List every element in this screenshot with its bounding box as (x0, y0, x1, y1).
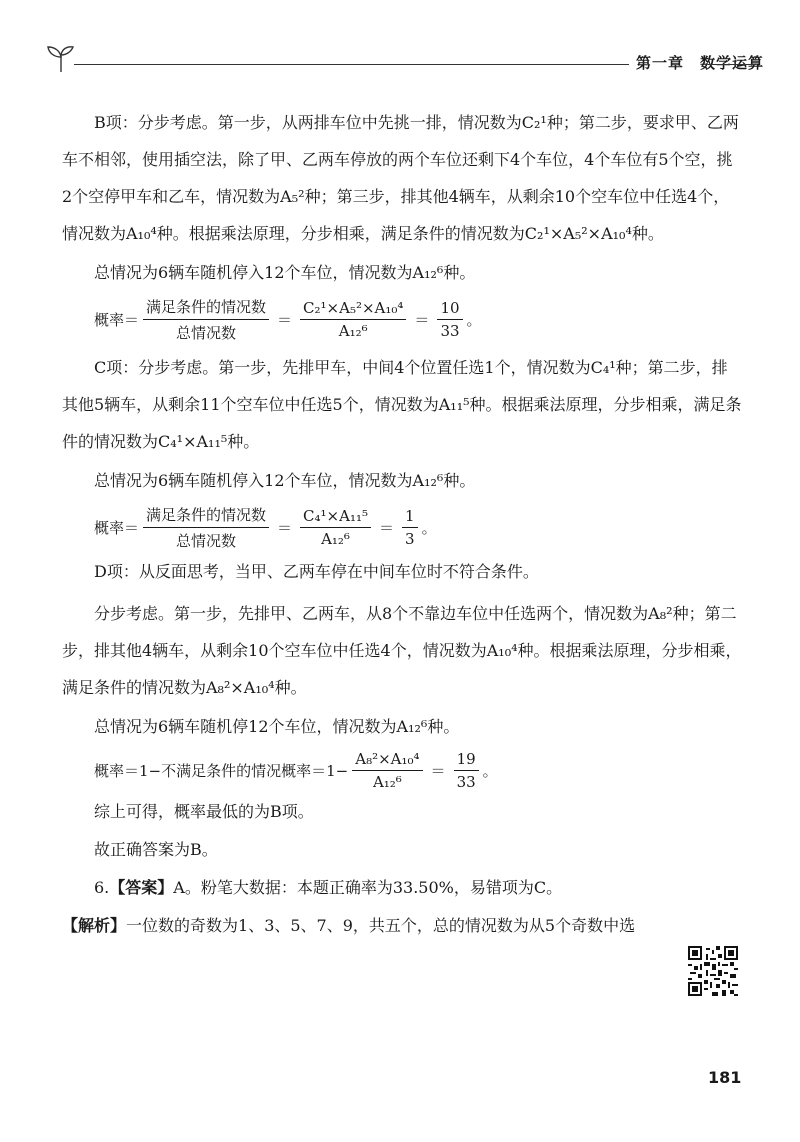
conclusion-line: 故正确答案为B。 (94, 840, 218, 859)
fraction-numerator: A₈²×A₁₀⁴ (352, 750, 422, 771)
page-number: 181 (708, 1068, 742, 1087)
fraction (402, 507, 418, 548)
fraction-denominator: 33 (456, 773, 476, 791)
formula-lhs: 概率＝ (94, 311, 140, 329)
question-number: 6. (94, 878, 110, 897)
paragraph-d: 分步考虑。第一步，先排甲、乙两车，从8个不靠边车位中任选两个，情况数为A₈²种；第二步，排其他4辆车，从剩余10个空车位中任选4个，情况数为A₁₀⁴种。根据乘法原理，分步相乘，满足条件的情况数为A₈²×A₁₀⁴种。 (62, 604, 742, 697)
fraction-denominator: 3 (405, 530, 415, 548)
paragraph-c-total: 总情况为6辆车随机停入12个车位，情况数为A₁₂⁶种。 (94, 471, 476, 490)
analysis-label: 【解析】 (62, 916, 127, 935)
paragraph-d-total: 总情况为6辆车随机停12个车位，情况数为A₁₂⁶种。 (94, 717, 460, 736)
equals-sign: ＝ (277, 311, 293, 329)
formula-b-probability (62, 296, 742, 343)
formula-end: 。 (482, 762, 498, 780)
fraction-denominator: A₁₂⁶ (372, 773, 402, 791)
fraction-numerator: 1 (402, 507, 418, 528)
page-content (62, 104, 742, 949)
equals-sign: ＝ (414, 311, 430, 329)
answer-text: A。粉笔大数据：本题正确率为33.50%，易错项为C。 (173, 878, 563, 897)
formula-c-probability (62, 504, 742, 551)
paragraph-b: B项：分步考虑。第一步，从两排车位中先挑一排，情况数为C₂¹种；第二步，要求甲、乙两车不相邻，使用插空法，除了甲、乙两车停放的两个车位还剩下4个车位，4个车位有5个空，挑2个空停甲车和乙车，情况数为A₅²种；第三步，排其他4辆车，从剩余10个空车位中任选4个，情况数为A₁₀⁴种。根据乘法原理，分步相乘，满足条件的情况数为C₂¹×A₅²×A₁₀⁴种。 (62, 113, 739, 243)
header-rule-left (74, 64, 629, 65)
equals-sign: ＝ (277, 519, 293, 537)
fraction (143, 296, 269, 343)
equals-sign: ＝ (379, 519, 395, 537)
formula-end: 。 (421, 519, 437, 537)
fraction (300, 507, 371, 548)
fraction-numerator: 19 (454, 750, 479, 771)
fraction-denominator: 33 (440, 322, 460, 340)
header-rule-right (708, 64, 756, 65)
fraction-denominator: A₁₂⁶ (321, 530, 350, 548)
fraction-numerator: 满足条件的情况数 (143, 296, 269, 320)
formula-d-probability (62, 750, 742, 791)
chapter-title: 第一章 数学运算 (636, 54, 765, 72)
qr-code-icon[interactable] (688, 946, 738, 996)
sprout-icon (44, 42, 78, 76)
fraction-numerator: 满足条件的情况数 (143, 504, 269, 528)
paragraph-d-intro: D项：从反面思考，当甲、乙两车停在中间车位时不符合条件。 (94, 562, 539, 581)
question-6-analysis (62, 911, 742, 941)
answer-label: 【答案】 (109, 878, 174, 897)
fraction (352, 750, 422, 791)
formula-end: 。 (466, 311, 482, 329)
summary-line: 综上可得，概率最低的为B项。 (94, 802, 314, 821)
fraction-numerator: C₄¹×A₁₁⁵ (300, 507, 371, 528)
equals-sign: ＝ (430, 762, 446, 780)
paragraph-c: C项：分步考虑。第一步，先排甲车，中间4个位置任选1个，情况数为C₄¹种；第二步，排其他5辆车，从剩余11个空车位中任选5个，情况数为A₁₁⁵种。根据乘法原理，分步相乘，满足条件的情况数为C₄¹×A₁₁⁵种。 (62, 358, 742, 451)
paragraph-b-total: 总情况为6辆车随机停入12个车位，情况数为A₁₂⁶种。 (94, 263, 476, 282)
question-6-answer (62, 873, 742, 903)
fraction-numerator: C₂¹×A₅²×A₁₀⁴ (300, 299, 406, 320)
fraction-denominator: 总情况数 (176, 532, 237, 550)
formula-lhs: 概率＝ (94, 519, 140, 537)
fraction (300, 299, 406, 340)
page-header (44, 40, 765, 80)
fraction-numerator: 10 (437, 299, 462, 320)
fraction-denominator: 总情况数 (176, 324, 237, 342)
fraction (437, 299, 462, 340)
fraction (143, 504, 269, 551)
analysis-text: 一位数的奇数为1、3、5、7、9，共五个，总的情况数为从5个奇数中选 (126, 916, 636, 935)
fraction-denominator: A₁₂⁶ (338, 322, 368, 340)
formula-lhs: 概率＝1−不满足条件的情况概率＝1− (94, 762, 349, 780)
fraction (454, 750, 479, 791)
